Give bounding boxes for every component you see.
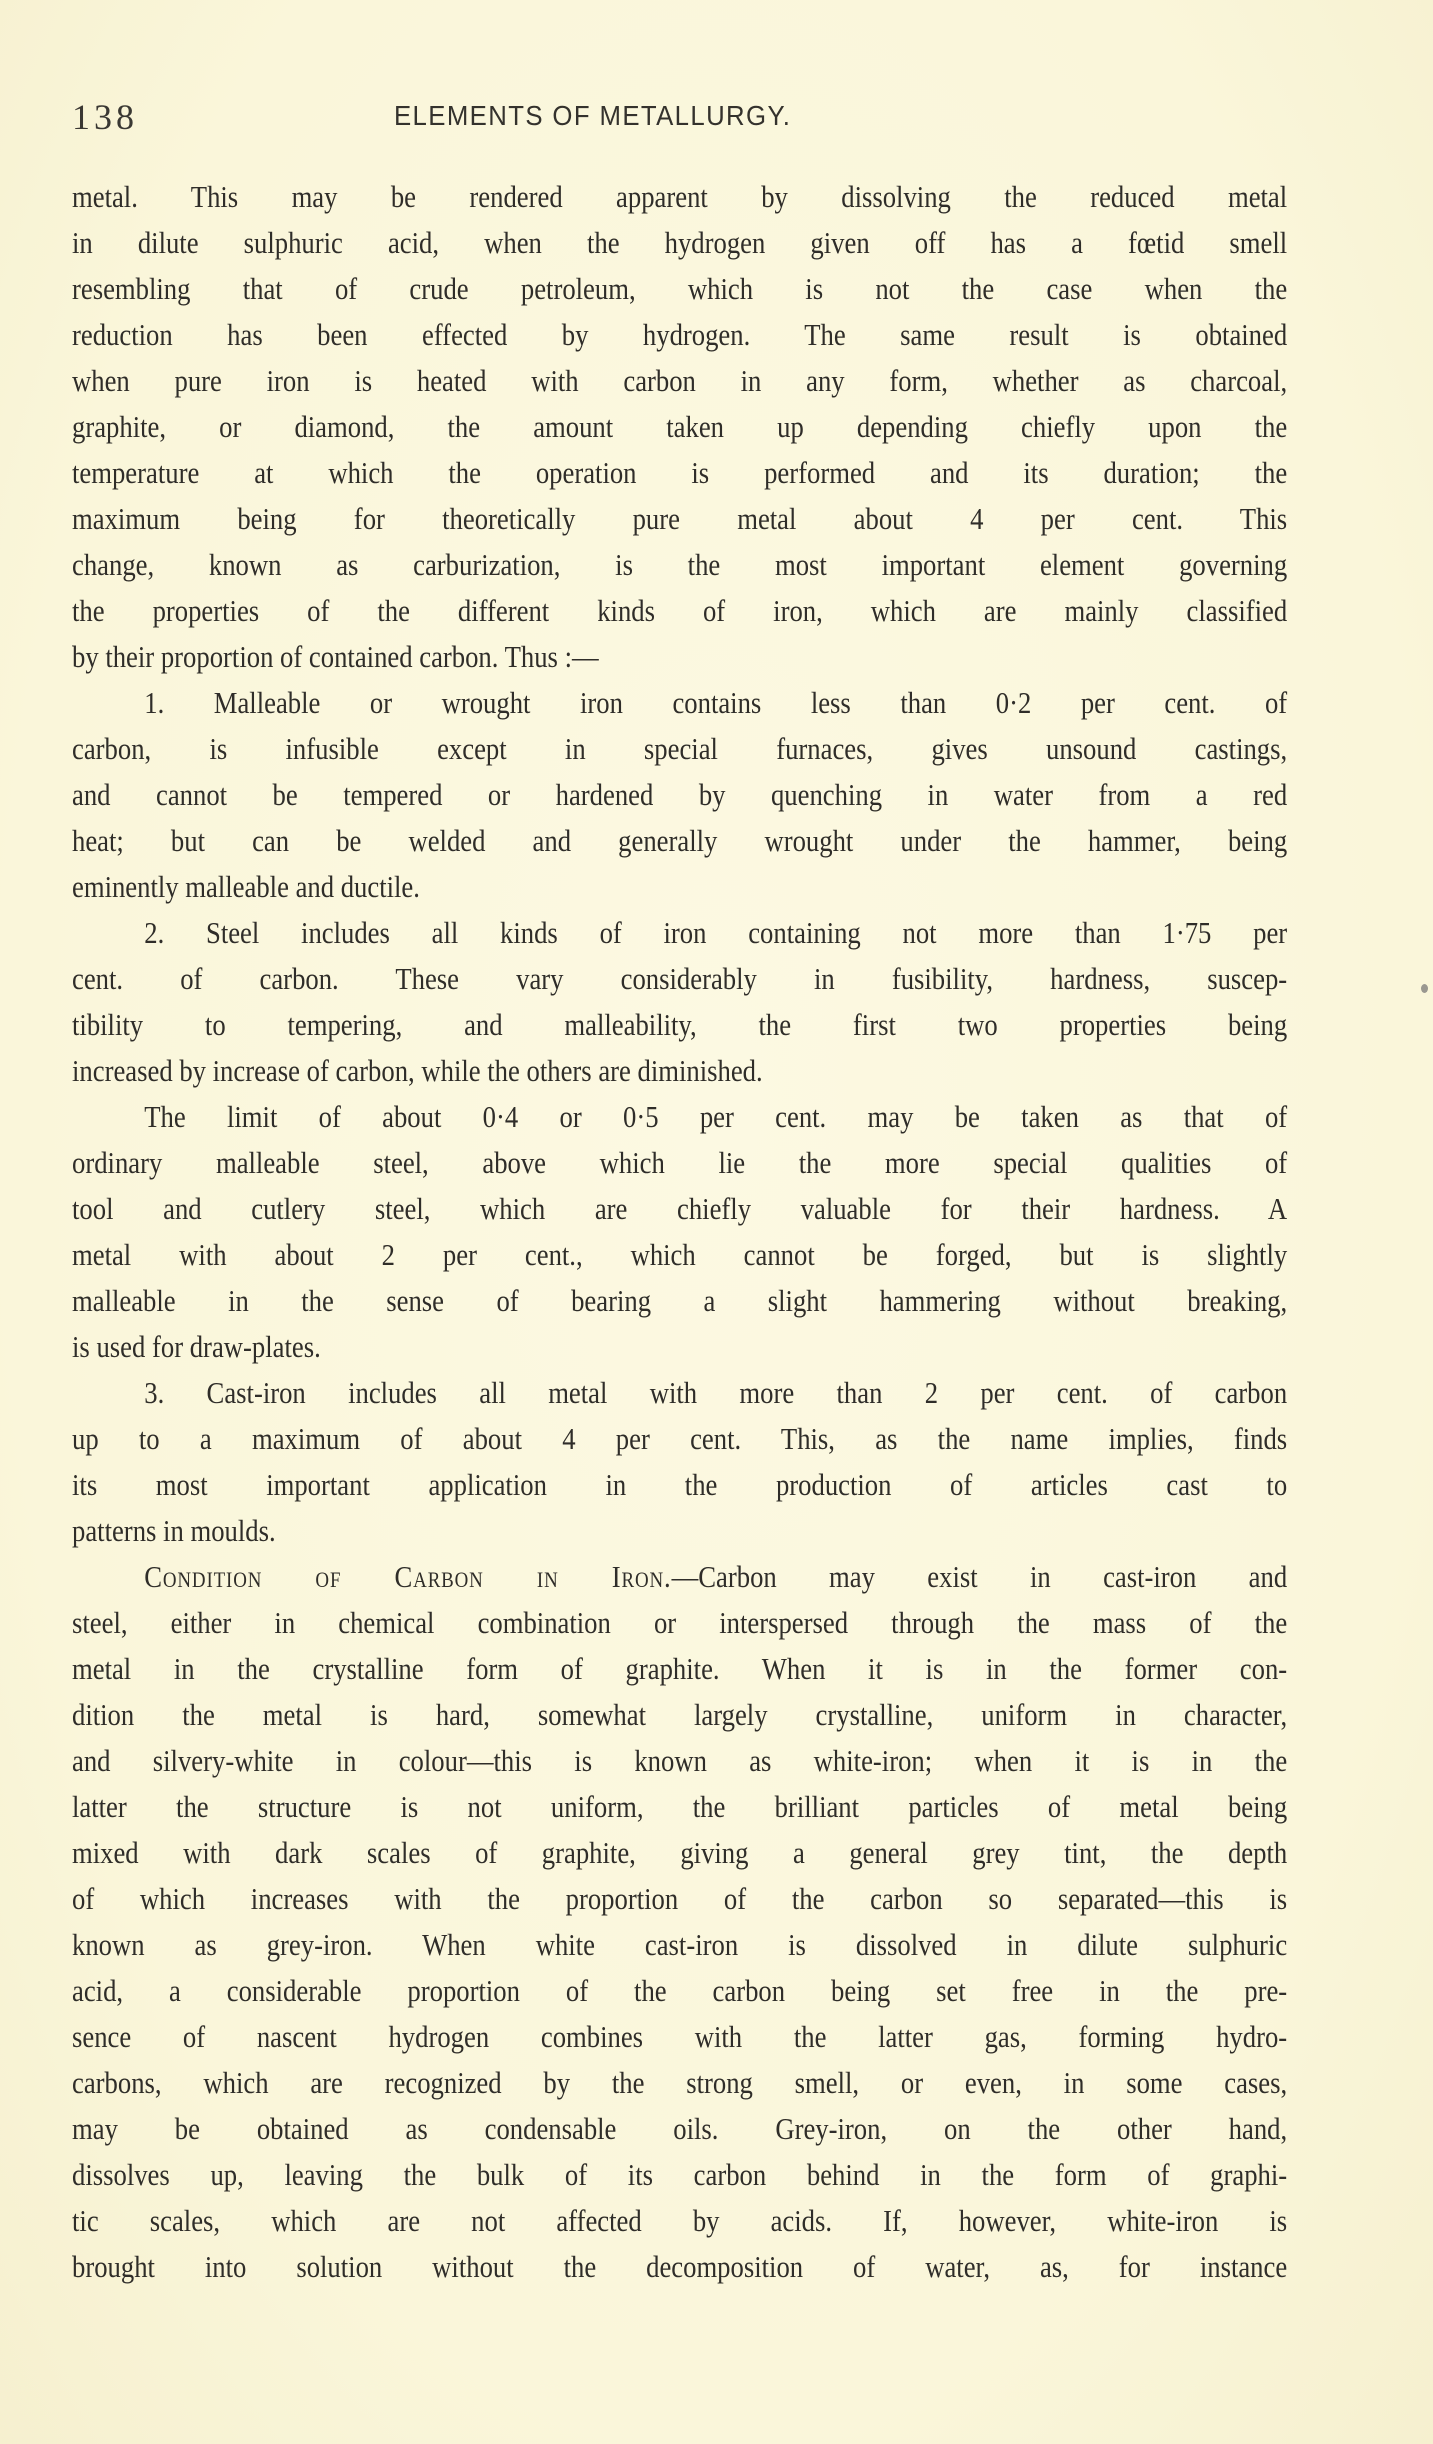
text-line: 3. Cast-iron includes all metal with more than 2 per cent. of carbon [144,1375,1288,1410]
text-line: known as grey-iron. When white cast-iron is dissolved in dilute sulphuric [72,1927,1288,1962]
text-line: resembling that of crude petroleum, which is not the case when the [72,271,1288,306]
text-line: of which increases with the proportion of the carbon so separated—this is [72,1881,1288,1916]
paragraph-steel [72,910,1287,1094]
text-line: change, known as carburization, is the most important element governing [72,547,1288,582]
text-line: cent. of carbon. These vary considerably in fusibility, hardness, suscep- [72,961,1288,996]
text-line: and silvery-white in colour—this is known as white-iron; when it is in the [72,1743,1288,1778]
text-line: metal. This may be rendered apparent by dissolving the reduced metal [72,179,1288,214]
paragraph-malleable-iron [72,680,1287,910]
text-line: carbons, which are recognized by the strong smell, or even, in some cases, [72,2065,1288,2100]
running-title: ELEMENTS OF METALLURGY. [394,100,792,131]
text-line: sence of nascent hydrogen combines with the latter gas, forming hydro- [72,2019,1288,2054]
text-line: maximum being for theoretically pure metal about 4 per cent. This [72,501,1288,536]
text-line: the properties of the different kinds of iron, which are mainly classified [72,593,1288,628]
text-line: may be obtained as condensable oils. Grey-iron, on the other hand, [72,2111,1288,2146]
section-heading: Condition of Carbon in Iron. [144,1559,672,1594]
paper-speck [1421,984,1428,993]
text-line: tool and cutlery steel, which are chiefly valuable for their hardness. A [72,1191,1288,1226]
text-line: patterns in moulds. [72,1513,276,1548]
text-line: increased by increase of carbon, while the others are diminished. [72,1053,763,1088]
paragraph-steel-limit [72,1094,1287,1370]
paragraph-carburization [72,174,1287,680]
text-line: eminently malleable and ductile. [72,869,420,904]
text-line: steel, either in chemical combination or interspersed through the mass of the [72,1605,1288,1640]
text-line: up to a maximum of about 4 per cent. This, as the name implies, finds [72,1421,1288,1456]
text-line: brought into solution without the decomposition of water, as, for instance [72,2249,1288,2284]
text-line: metal in the crystalline form of graphite. When it is in the former con- [72,1651,1288,1686]
text-line: when pure iron is heated with carbon in any form, whether as charcoal, [72,363,1288,398]
text-line: acid, a considerable proportion of the carbon being set free in the pre- [72,1973,1288,2008]
text-line: The limit of about 0·4 or 0·5 per cent. may be taken as that of [144,1099,1288,1134]
text-line: ordinary malleable steel, above which lie the more special qualities of [72,1145,1288,1180]
text-line: heat; but can be welded and generally wrought under the hammer, being [72,823,1288,858]
text-line: metal with about 2 per cent., which cannot be forged, but is slightly [72,1237,1288,1272]
text-line: latter the structure is not uniform, the brilliant particles of metal being [72,1789,1288,1824]
text-line: carbon, is infusible except in special furnaces, gives unsound castings, [72,731,1288,766]
text-line: malleable in the sense of bearing a slight hammering without breaking, [72,1283,1288,1318]
text-line: tic scales, which are not affected by acids. If, however, white-iron is [72,2203,1288,2238]
text-line: its most important application in the production of articles cast to [72,1467,1288,1502]
paragraph-cast-iron [72,1370,1287,1554]
text-line: in dilute sulphuric acid, when the hydrogen given off has a fœtid smell [72,225,1288,260]
text-line [72,1554,1287,1600]
paragraph-condition-of-carbon [72,1554,1287,2290]
heading-continuation: —Carbon may exist in cast-iron and [671,1559,1288,1594]
body-text [72,174,1287,2290]
running-head [72,96,1287,140]
text-line: 1. Malleable or wrought iron contains less than 0·2 per cent. of [144,685,1288,720]
text-line: and cannot be tempered or hardened by quenching in water from a red [72,777,1288,812]
text-line: dition the metal is hard, somewhat largely crystalline, uniform in character, [72,1697,1288,1732]
text-line: temperature at which the operation is performed and its duration; the [72,455,1288,490]
text-line: by their proportion of contained carbon. Thus :— [72,639,599,674]
text-line: is used for draw-plates. [72,1329,321,1364]
text-line: graphite, or diamond, the amount taken up depending chiefly upon the [72,409,1288,444]
text-line: reduction has been effected by hydrogen. The same result is obtained [72,317,1288,352]
text-line: tibility to tempering, and malleability, the first two properties being [72,1007,1288,1042]
text-line: mixed with dark scales of graphite, giving a general grey tint, the depth [72,1835,1288,1870]
text-line: 2. Steel includes all kinds of iron containing not more than 1·75 per [144,915,1288,950]
text-line: dissolves up, leaving the bulk of its carbon behind in the form of graphi- [72,2157,1288,2192]
page-number: 138 [72,97,138,137]
